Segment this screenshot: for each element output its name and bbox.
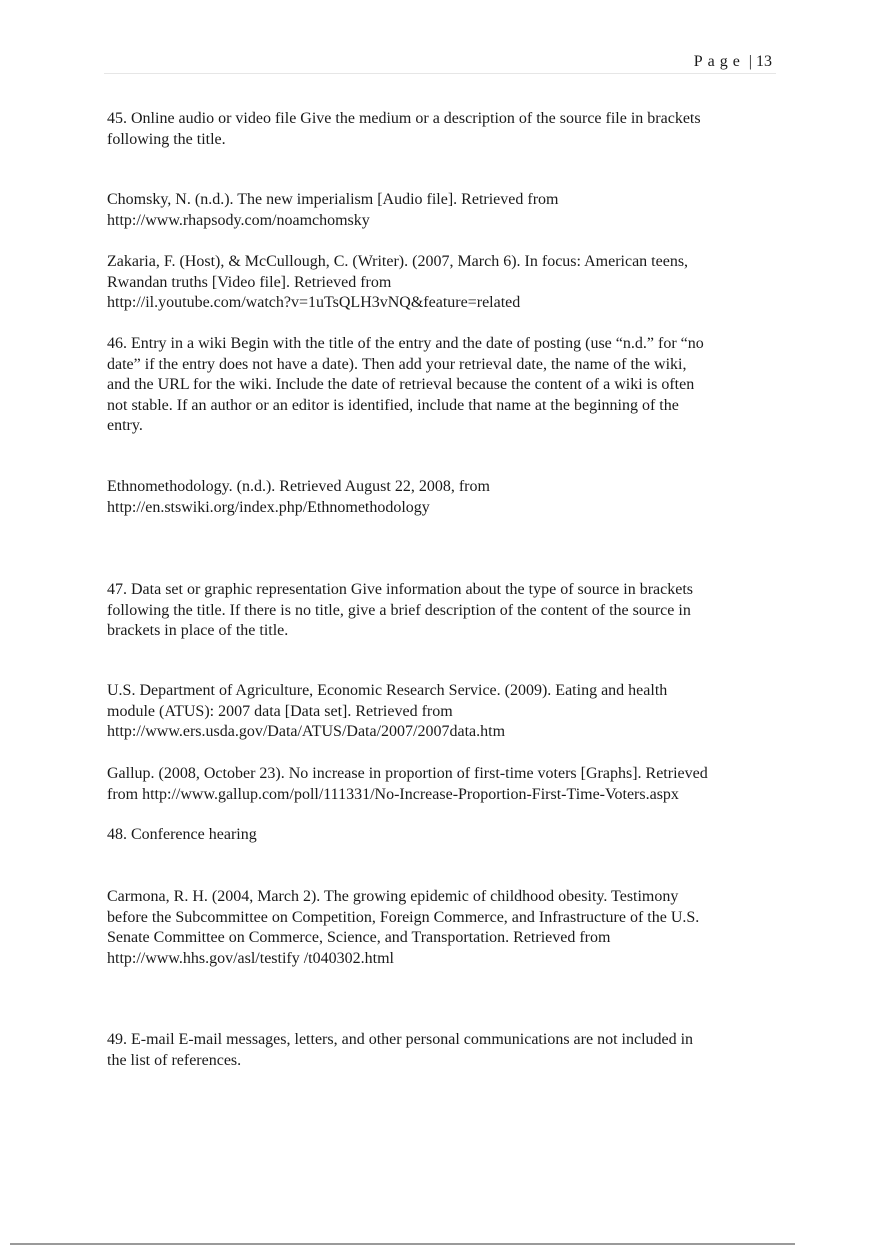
text-line: http://www.hhs.gov/asl/testify /t040302.html [107,949,394,967]
text-line: Carmona, R. H. (2004, March 2). The growing epidemic of childhood obesity. Testimony [107,888,679,905]
text-line: Ethnomethodology. (n.d.). Retrieved August 22, 2008, from [107,478,490,495]
text-line: from http://www.gallup.com/poll/111331/No-Increase-Proportion-First-Time-Voters.aspx [107,785,679,803]
text-line: following the title. [107,130,226,148]
text-line: 49. E-mail E-mail messages, letters, and other personal communications are not included in [107,1031,694,1048]
reference-entry [107,887,787,969]
reference-entry [107,764,787,805]
text-line: U.S. Department of Agriculture, Economic Research Service. (2009). Eating and health [107,682,668,699]
section-paragraph [107,825,787,846]
text-line: 46. Entry in a wiki Begin with the title of the entry and the date of posting (use “n.d.” for “no [107,335,704,352]
reference-entry [107,252,787,314]
reference-entry [107,190,787,231]
text-line: Gallup. (2008, October 23). No increase in proportion of first-time voters [Graphs]. Retrieved [107,765,708,782]
text-line: and the URL for the wiki. Include the date of retrieval because the content of a wiki is often [107,376,695,393]
text-line: not stable. If an author or an editor is identified, include that name at the beginning of the [107,396,679,414]
text-line: date” if the entry does not have a date). Then add your retrieval date, the name of the wiki, [107,355,687,373]
reference-entry [107,477,787,518]
page-number: 13 [756,53,772,70]
section-paragraph [107,580,787,642]
footer-divider [10,1243,795,1245]
text-line: Chomsky, N. (n.d.). The new imperialism [Audio file]. Retrieved from [107,191,559,208]
text-line: 48. Conference hearing [107,826,257,843]
text-line: before the Subcommittee on Competition, Foreign Commerce, and Infrastructure of the U.S. [107,908,700,926]
text-line: http://www.ers.usda.gov/Data/ATUS/Data/2007/2007data.htm [107,723,506,740]
text-line: http://il.youtube.com/watch?v=1uTsQLH3vNQ&feature=related [107,294,521,311]
text-line: Senate Committee on Commerce, Science, and Transportation. Retrieved from [107,929,611,946]
text-line: http://en.stswiki.org/index.php/Ethnomethodology [107,498,430,516]
text-line: following the title. If there is no title, give a brief description of the content of the source in [107,601,691,619]
page-header: Page | 13 [693,53,772,70]
reference-entry [107,681,787,743]
header-divider [104,73,776,74]
text-line: Zakaria, F. (Host), & McCullough, C. (Writer). (2007, March 6). In focus: American teens, [107,253,689,270]
text-line: entry. [107,417,143,434]
section-paragraph [107,109,787,150]
section-paragraph [107,1030,787,1071]
page-label: Page [693,53,745,70]
text-line: the list of references. [107,1051,242,1069]
text-line: 45. Online audio or video file Give the medium or a description of the source file in brackets [107,110,701,127]
text-line: Rwandan truths [Video file]. Retrieved from [107,273,392,291]
text-line: http://www.rhapsody.com/noamchomsky [107,211,370,229]
text-line: brackets in place of the title. [107,622,289,639]
text-line: module (ATUS): 2007 data [Data set]. Retrieved from [107,702,453,720]
text-line: 47. Data set or graphic representation Give information about the type of source in brackets [107,581,694,598]
section-paragraph [107,334,787,437]
